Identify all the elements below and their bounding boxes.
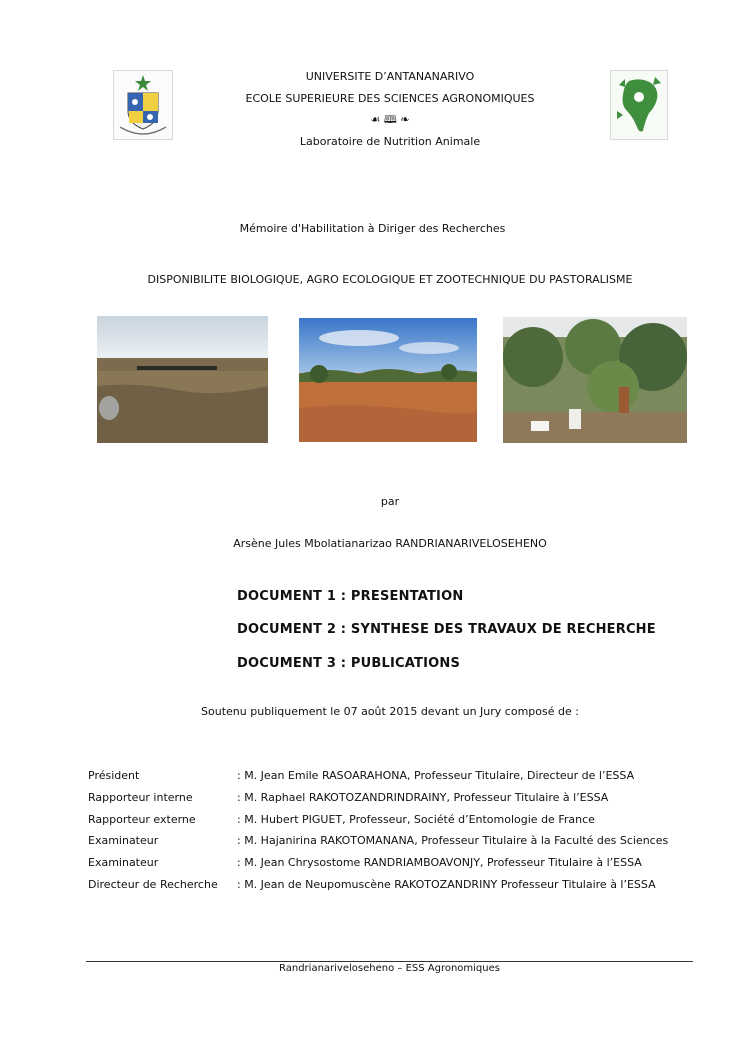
jury-member: : M. Hubert PIGUET, Professeur, Société d’Entomologie de France [237, 813, 595, 826]
author-name: Arsène Jules Mbolatianarizao RANDRIANARIVELOSEHENO [233, 537, 547, 550]
jury-role: Directeur de Recherche [88, 878, 218, 891]
dry-plain-herd-photo [299, 318, 477, 442]
jury-member: : M. Jean de Neupomuscène RAKOTOZANDRINY Professeur Titulaire à l’ESSA [237, 878, 656, 891]
jury-role: Président [88, 769, 140, 782]
jury-member: : M. Raphael RAKOTOZANDRINDRAINY, Professeur Titulaire à l’ESSA [237, 791, 609, 804]
footer-text: Randrianariveloseheno – ESS Agronomiques [279, 963, 500, 974]
university-crest-icon [113, 70, 173, 140]
africa-animals-logo-icon [610, 70, 668, 140]
jury-row [88, 813, 708, 829]
jury-row [88, 769, 708, 785]
thesis-title: DISPONIBILITE BIOLOGIQUE, AGRO ECOLOGIQUE ET ZOOTECHNIQUE DU PASTORALISME [147, 273, 633, 286]
school-name: ECOLE SUPERIEURE DES SCIENCES AGRONOMIQUES [245, 92, 535, 105]
jury-row [88, 878, 708, 894]
jury-role: Examinateur [88, 856, 159, 869]
ornament-divider: ☙ 🕮 ❧ [370, 113, 410, 126]
jury-role: Rapporteur externe [88, 813, 196, 826]
jury-member: : M. Jean Chrysostome RANDRIAMBOAVONJY, Professeur Titulaire à l’ESSA [237, 856, 642, 869]
jury-role: Examinateur [88, 834, 159, 847]
document-2: DOCUMENT 2 : SYNTHESE DES TRAVAUX DE RECHERCHE [237, 622, 656, 637]
document-1: DOCUMENT 1 : PRESENTATION [237, 589, 464, 604]
document-3: DOCUMENT 3 : PUBLICATIONS [237, 656, 461, 671]
university-name: UNIVERSITE D’ANTANANARIVO [305, 70, 475, 83]
thesis-type: Mémoire d'Habilitation à Diriger des Recherches [239, 222, 506, 235]
defense-statement: Soutenu publiquement le 07 août 2015 devant un Jury composé de : [201, 705, 579, 718]
jury-row [88, 856, 708, 872]
jury-row [88, 834, 708, 850]
savanna-cattle-photo [97, 316, 268, 443]
goats-browsing-photo [503, 317, 687, 443]
laboratory-name: Laboratoire de Nutrition Animale [299, 135, 481, 148]
footer-rule [86, 961, 693, 962]
jury-role: Rapporteur interne [88, 791, 193, 804]
jury-member: : M. Hajanirina RAKOTOMANANA, Professeur Titulaire à la Faculté des Sciences [237, 834, 669, 847]
jury-row [88, 791, 708, 807]
jury-member: : M. Jean Emile RASOARAHONA, Professeur Titulaire, Directeur de l’ESSA [237, 769, 635, 782]
by-label: par [380, 495, 400, 508]
